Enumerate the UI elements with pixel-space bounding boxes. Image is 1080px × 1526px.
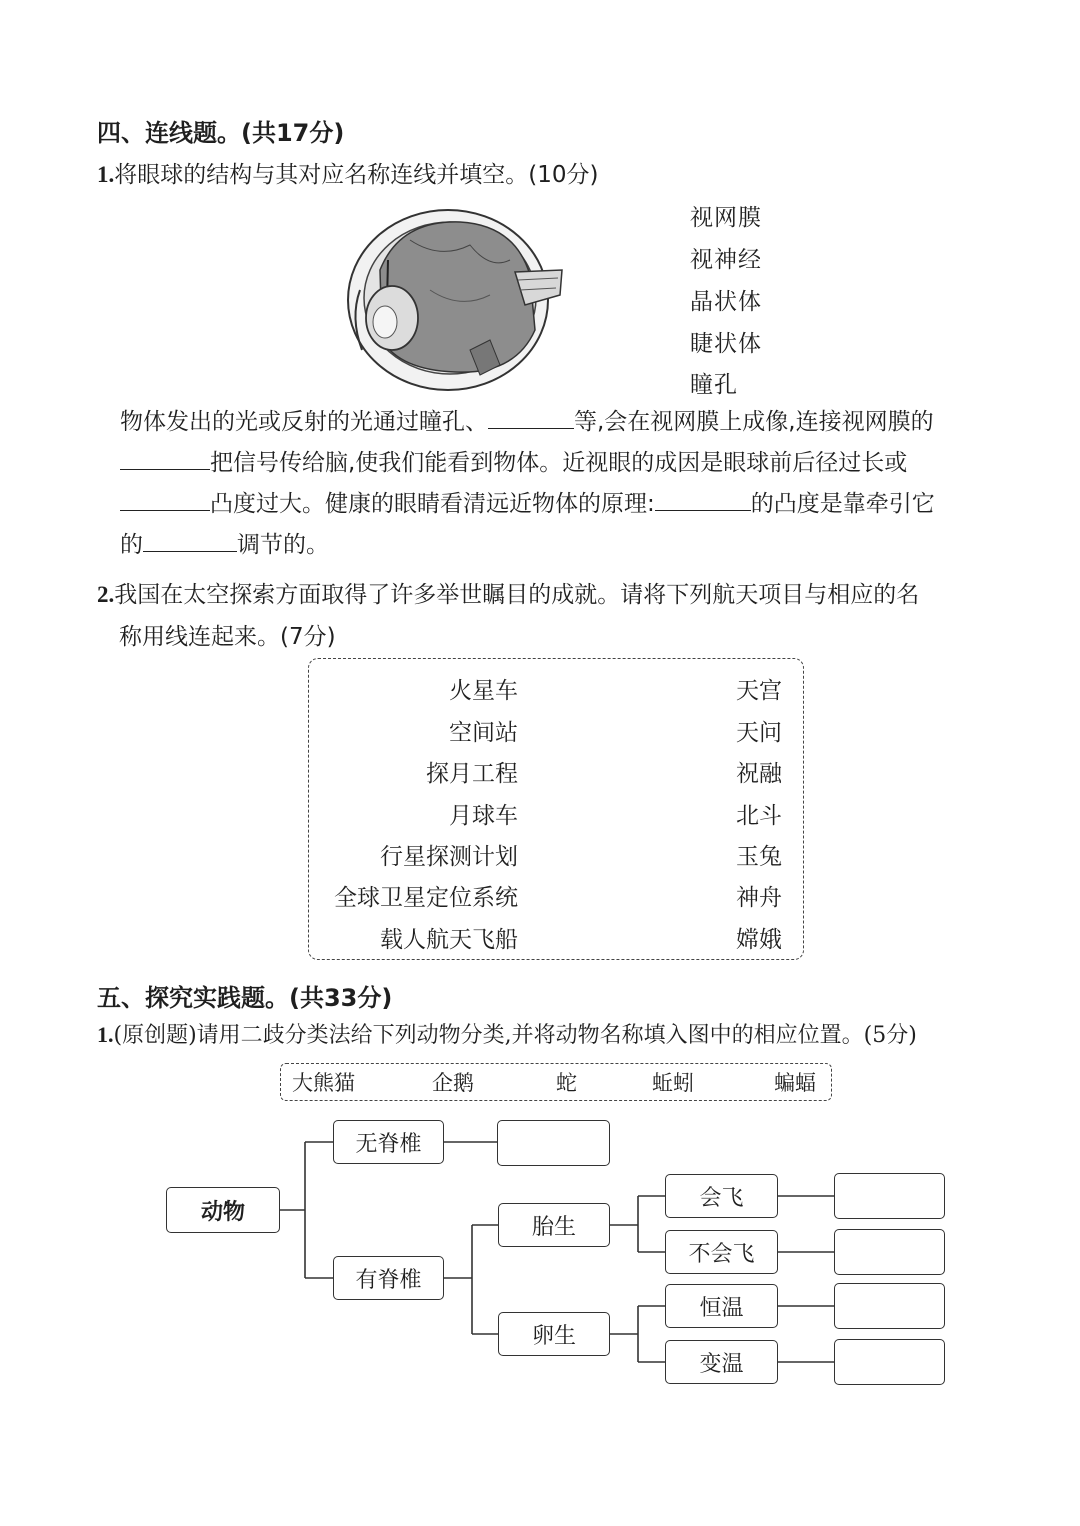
left-item[interactable]: 火星车	[449, 678, 518, 704]
q2-prompt	[97, 574, 997, 658]
right-item[interactable]: 玉兔	[736, 844, 782, 870]
left-item[interactable]: 全球卫星定位系统	[334, 885, 518, 911]
right-item[interactable]: 祝融	[736, 761, 782, 787]
node-oviparous: 卵生	[498, 1312, 610, 1356]
s5-q1-text: (原创题)请用二歧分类法给下列动物分类,并将动物名称填入图中的相应位置。(5分)	[113, 1023, 917, 1048]
para-text: 的凸度是靠牵引它	[750, 491, 935, 517]
node-viviparous: 胎生	[498, 1203, 610, 1247]
answer-box-invertebrate[interactable]	[497, 1120, 610, 1166]
label-optic-nerve: 视神经	[690, 247, 762, 273]
s5-q1-prompt	[97, 1018, 917, 1049]
left-item[interactable]: 探月工程	[426, 761, 518, 787]
right-item[interactable]: 天问	[736, 720, 782, 746]
label-pupil: 瞳孔	[690, 372, 738, 398]
node-can-fly: 会飞	[665, 1174, 778, 1218]
right-item[interactable]: 嫦娥	[736, 927, 782, 953]
q2-line-1	[97, 574, 997, 616]
para-text: 等,会在视网膜上成像,连接视网膜的	[574, 409, 934, 435]
label-ciliary-body: 睫状体	[690, 331, 762, 357]
blank-2[interactable]	[120, 468, 210, 470]
right-item[interactable]: 神舟	[736, 885, 782, 911]
section4-heading: 四、连线题。(共17分)	[97, 119, 345, 147]
animal-bat: 蝙蝠	[774, 1071, 816, 1095]
para-text: 调节的。	[237, 532, 329, 558]
blank-1[interactable]	[488, 427, 574, 429]
answer-box-warm-blooded[interactable]	[834, 1283, 945, 1329]
section5-heading: 五、探究实践题。(共33分)	[97, 984, 393, 1012]
eyeball-illustration	[340, 200, 565, 395]
blank-4[interactable]	[655, 509, 751, 511]
right-item[interactable]: 北斗	[736, 803, 782, 829]
node-warm-blooded: 恒温	[665, 1284, 778, 1328]
para-text: 凸度过大。健康的眼睛看清远近物体的原理:	[210, 491, 655, 517]
fill-paragraph	[120, 402, 1000, 566]
para-text: 的	[120, 532, 143, 558]
animal-penguin: 企鹅	[432, 1071, 474, 1095]
q1-text: 将眼球的结构与其对应名称连线并填空。(10分)	[114, 162, 599, 188]
node-animal: 动物	[166, 1187, 280, 1233]
label-lens: 晶状体	[690, 289, 762, 315]
animal-snake: 蛇	[556, 1071, 577, 1095]
answer-box-cannot-fly[interactable]	[834, 1229, 945, 1275]
para-text: 物体发出的光或反射的光通过瞳孔、	[120, 409, 488, 435]
blank-3[interactable]	[120, 509, 210, 511]
para-line-3	[120, 484, 1000, 525]
answer-box-can-fly[interactable]	[834, 1173, 945, 1219]
para-line-2	[120, 443, 1000, 484]
para-line-4	[120, 525, 1000, 566]
left-item[interactable]: 行星探测计划	[380, 844, 518, 870]
eyeball-drawing	[340, 200, 565, 395]
left-item[interactable]: 月球车	[449, 803, 518, 829]
q1-prompt	[97, 156, 598, 189]
q2-line-2: 称用线连起来。(7分)	[119, 624, 336, 650]
node-invertebrate: 无脊椎	[333, 1120, 444, 1164]
node-cannot-fly: 不会飞	[665, 1230, 778, 1274]
node-cold-blooded: 变温	[665, 1340, 778, 1384]
q2-matching-box	[308, 658, 804, 960]
q1-number: 1.	[97, 162, 115, 187]
label-retina: 视网膜	[690, 205, 762, 231]
left-item[interactable]: 空间站	[449, 720, 518, 746]
blank-5[interactable]	[143, 550, 237, 552]
node-vertebrate: 有脊椎	[333, 1256, 444, 1300]
animal-panda: 大熊猫	[292, 1071, 355, 1095]
right-item[interactable]: 天宫	[736, 678, 782, 704]
answer-box-cold-blooded[interactable]	[834, 1339, 945, 1385]
q2-number: 2.	[97, 582, 115, 607]
left-item[interactable]: 载人航天飞船	[380, 927, 518, 953]
s5-q1-number: 1.	[97, 1022, 114, 1047]
para-line-1	[120, 402, 1000, 443]
animal-earthworm: 蚯蚓	[652, 1071, 694, 1095]
para-text: 把信号传给脑,使我们能看到物体。近视眼的成因是眼球前后径过长或	[210, 450, 908, 476]
q2-text-1: 我国在太空探索方面取得了许多举世瞩目的成就。请将下列航天项目与相应的名	[114, 582, 920, 608]
